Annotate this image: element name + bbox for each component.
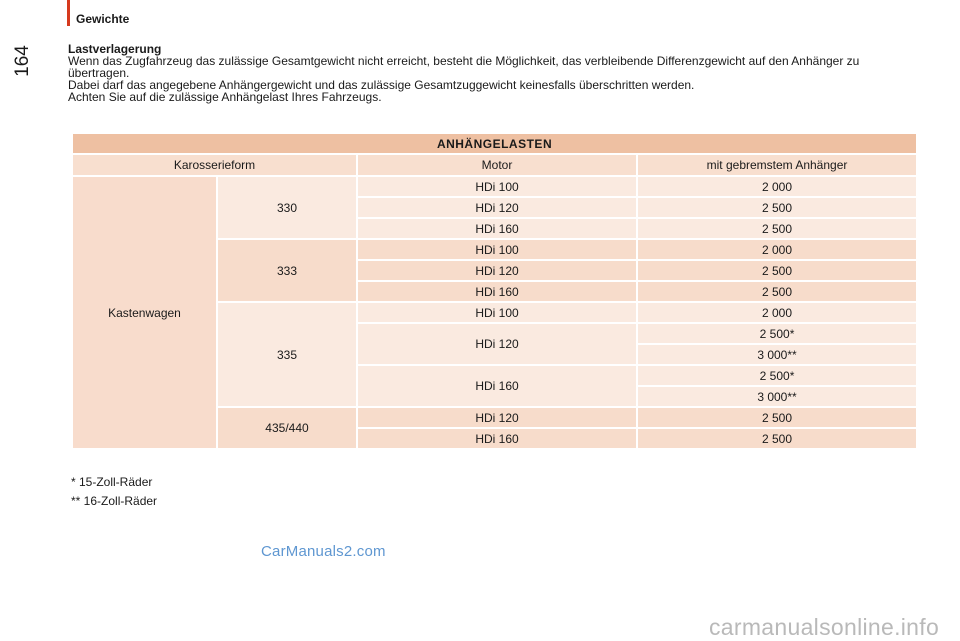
engine-cell: HDi 120 [357, 197, 637, 218]
model-cell: 330 [217, 176, 357, 239]
engine-cell: HDi 100 [357, 302, 637, 323]
braked-load-cell: 2 500 [637, 281, 917, 302]
engine-cell: HDi 120 [357, 260, 637, 281]
column-header-braked-trailer: mit gebremstem Anhänger [637, 154, 917, 176]
model-cell: 435/440 [217, 407, 357, 449]
engine-cell: HDi 160 [357, 428, 637, 449]
trailer-loads-table [71, 132, 918, 450]
watermark-brand: CarManuals2.com [261, 543, 386, 560]
braked-load-cell: 3 000** [637, 344, 917, 365]
body-type-cell: Kastenwagen [72, 176, 217, 449]
footnote: * 15-Zoll-Räder [71, 475, 153, 489]
section-title: Gewichte [76, 12, 130, 26]
footnote: ** 16-Zoll-Räder [71, 494, 158, 508]
braked-load-cell: 2 500 [637, 218, 917, 239]
table-body [72, 176, 917, 449]
braked-load-cell: 2 500* [637, 365, 917, 386]
section-accent-bar [67, 0, 70, 26]
engine-cell: HDi 160 [357, 218, 637, 239]
engine-cell: HDi 120 [357, 407, 637, 428]
braked-load-cell: 2 500 [637, 407, 917, 428]
intro-paragraph: Dabei darf das angegebene Anhängergewicht und das zulässige Gesamtzuggewicht keinesfalls überschritten werden. [68, 78, 695, 92]
table-title: ANHÄNGELASTEN [72, 133, 917, 154]
column-header-engine: Motor [357, 154, 637, 176]
intro-text [68, 43, 918, 103]
braked-load-cell: 3 000** [637, 386, 917, 407]
engine-cell: HDi 160 [357, 281, 637, 302]
model-cell: 333 [217, 239, 357, 302]
braked-load-cell: 2 000 [637, 176, 917, 197]
table-row [72, 176, 917, 197]
intro-paragraph: Wenn das Zugfahrzeug das zulässige Gesamtgewicht nicht erreicht, besteht die Möglichkeit, das verbleibende Differenzgewicht auf den Anhänger zu übertragen. [68, 54, 860, 80]
intro-heading: Lastverlagerung [68, 42, 162, 56]
engine-cell: HDi 100 [357, 176, 637, 197]
watermark-site: carmanualsonline.info [709, 614, 940, 640]
braked-load-cell: 2 500 [637, 197, 917, 218]
model-cell: 335 [217, 302, 357, 407]
engine-cell: HDi 120 [357, 323, 637, 365]
braked-load-cell: 2 000 [637, 239, 917, 260]
braked-load-cell: 2 500 [637, 260, 917, 281]
braked-load-cell: 2 500 [637, 428, 917, 449]
engine-cell: HDi 100 [357, 239, 637, 260]
intro-paragraph: Achten Sie auf die zulässige Anhängelast Ihres Fahrzeugs. [68, 90, 382, 104]
engine-cell: HDi 160 [357, 365, 637, 407]
braked-load-cell: 2 000 [637, 302, 917, 323]
braked-load-cell: 2 500* [637, 323, 917, 344]
page-number: 164 [12, 45, 33, 77]
column-header-body-type: Karosserieform [72, 154, 357, 176]
